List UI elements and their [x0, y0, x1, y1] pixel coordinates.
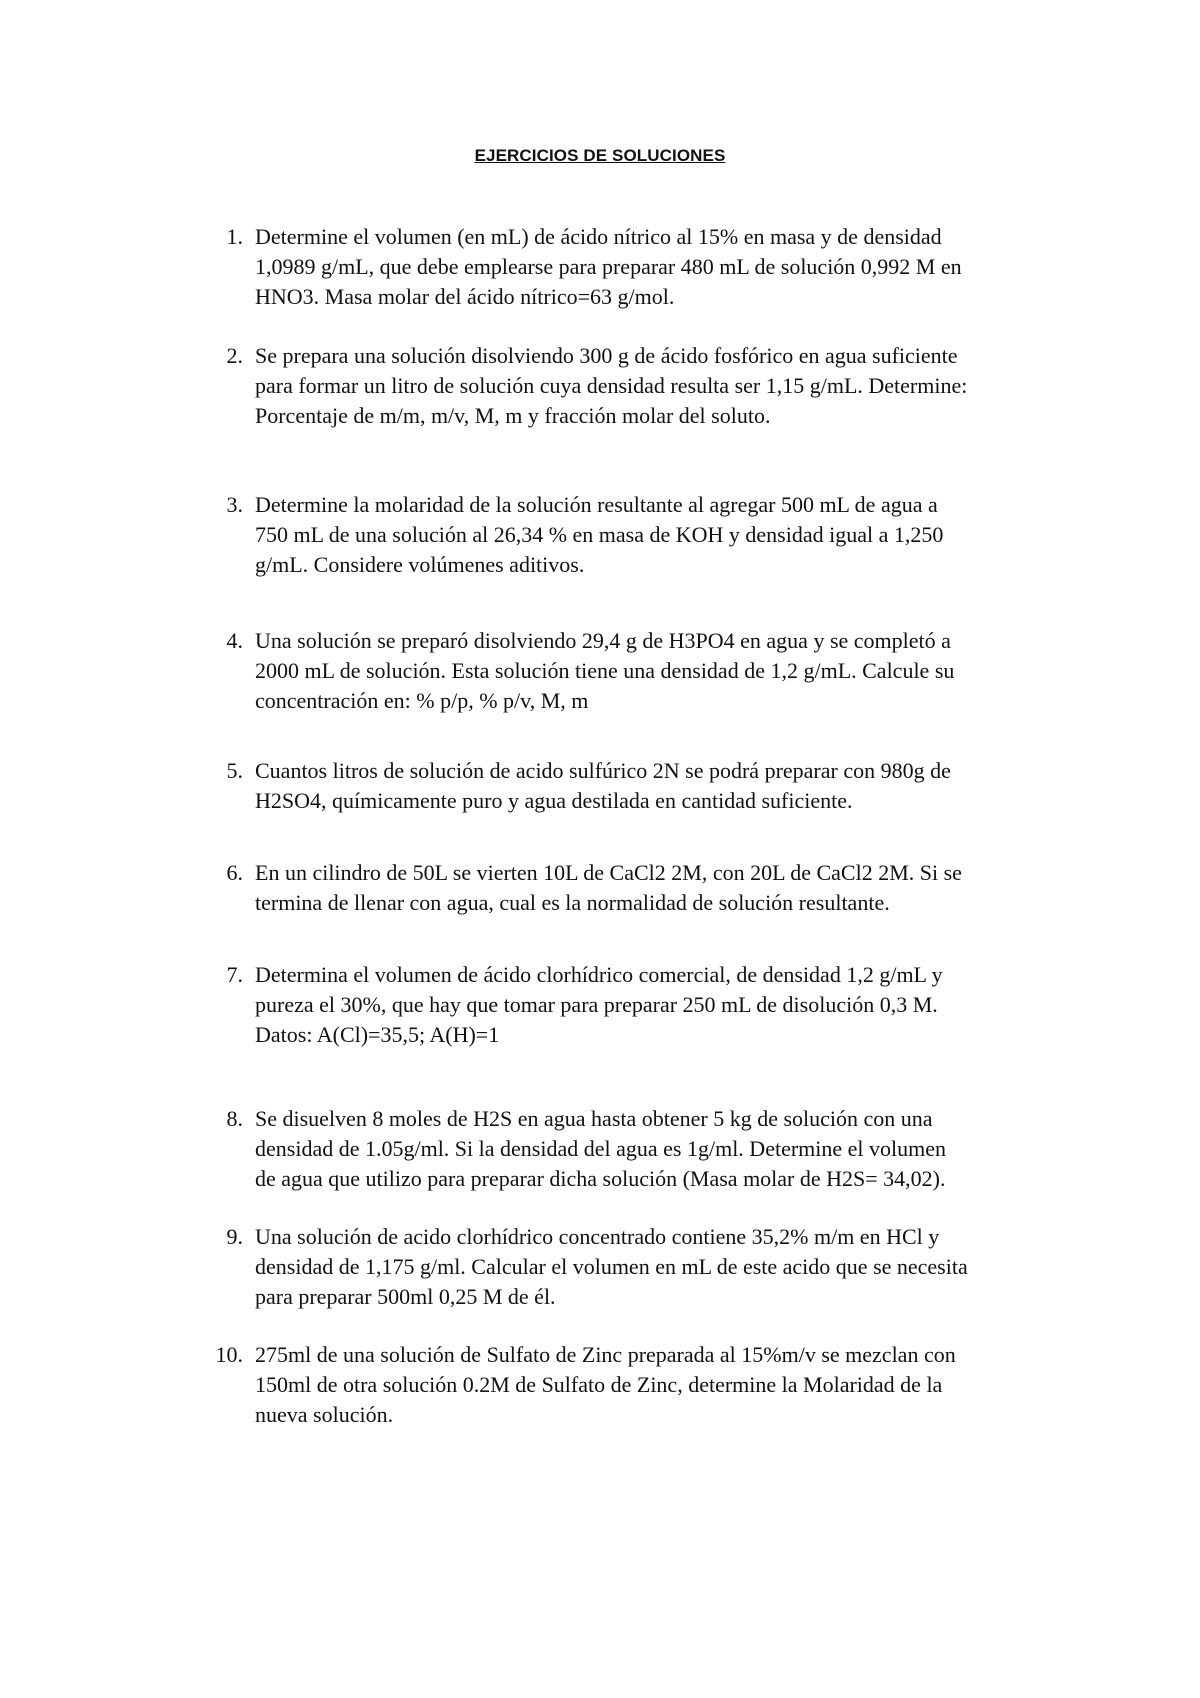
page-title: EJERCICIOS DE SOLUCIONES — [474, 146, 726, 165]
exercise-item — [207, 626, 1057, 716]
exercise-text: 275ml de una solución de Sulfato de Zinc preparada al 15%m/v se mezclan con 150ml de otra solución 0.2M de Sulfato de Zinc, determine la Molaridad de la nueva solución. — [255, 1342, 956, 1427]
exercise-number: 5. — [226, 758, 243, 783]
exercise-number: 10. — [215, 1342, 243, 1367]
exercise-text: Una solución se preparó disolviendo 29,4 g de H3PO4 en agua y se completó a 2000 mL de solución. Esta solución tiene una densidad de 1,2 g/mL. Calcule su concentración en: % p/p, % p/v, M, m — [255, 628, 955, 713]
exercise-item — [207, 1104, 1057, 1194]
exercise-item — [207, 490, 1057, 580]
exercise-text: Se disuelven 8 moles de H2S en agua hasta obtener 5 kg de solución con una densidad de 1.05g/ml. Si la densidad del agua es 1g/ml. Determine el volumen de agua que utilizo para preparar dicha solución (Masa molar de H2S= 34,02). — [255, 1106, 947, 1191]
exercise-item — [207, 960, 1057, 1050]
exercise-number: 9. — [226, 1224, 243, 1249]
exercise-text: Cuantos litros de solución de acido sulfúrico 2N se podrá preparar con 980g de H2SO4, químicamente puro y agua destilada en cantidad suficiente. — [255, 758, 951, 813]
exercise-item — [207, 222, 1057, 312]
exercise-text: Determine la molaridad de la solución resultante al agregar 500 mL de agua a 750 mL de una solución al 26,34 % en masa de KOH y densidad igual a 1,250 g/mL. Considere volúmenes aditivos. — [255, 492, 944, 577]
exercise-text: En un cilindro de 50L se vierten 10L de CaCl2 2M, con 20L de CaCl2 2M. Si se termina de llenar con agua, cual es la normalidad de solución resultante. — [255, 860, 962, 915]
exercise-number: 8. — [226, 1106, 243, 1131]
exercise-text: Determine el volumen (en mL) de ácido nítrico al 15% en masa y de densidad 1,0989 g/mL, que debe emplearse para preparar 480 mL de solución 0,992 M en HNO3. Masa molar del ácido nítrico=63 g/mol. — [255, 224, 962, 309]
exercise-number: 4. — [226, 628, 243, 653]
exercise-item — [207, 1222, 1057, 1312]
exercise-number: 6. — [226, 860, 243, 885]
exercise-number: 7. — [226, 962, 243, 987]
exercise-item — [207, 858, 1057, 918]
exercise-number: 2. — [226, 343, 243, 368]
exercise-text: Se prepara una solución disolviendo 300 g de ácido fosfórico en agua suficiente para formar un litro de solución cuya densidad resulta ser 1,15 g/mL. Determine: Porcentaje de m/m, m/v, M, m y fracción molar del soluto. — [255, 343, 968, 428]
exercise-number: 3. — [226, 492, 243, 517]
exercise-item — [207, 341, 1057, 431]
exercise-text: Determina el volumen de ácido clorhídrico comercial, de densidad 1,2 g/mL y pureza el 30%, que hay que tomar para preparar 250 mL de disolución 0,3 M. Datos: A(Cl)=35,5; A(H)=1 — [255, 962, 943, 1047]
exercise-text: Una solución de acido clorhídrico concentrado contiene 35,2% m/m en HCl y densidad de 1,175 g/ml. Calcular el volumen en mL de este acido que se necesita para preparar 500ml 0,25 M de él. — [255, 1224, 968, 1309]
exercise-item — [207, 756, 1057, 816]
exercise-item — [207, 1340, 1057, 1430]
exercise-number: 1. — [226, 224, 243, 249]
